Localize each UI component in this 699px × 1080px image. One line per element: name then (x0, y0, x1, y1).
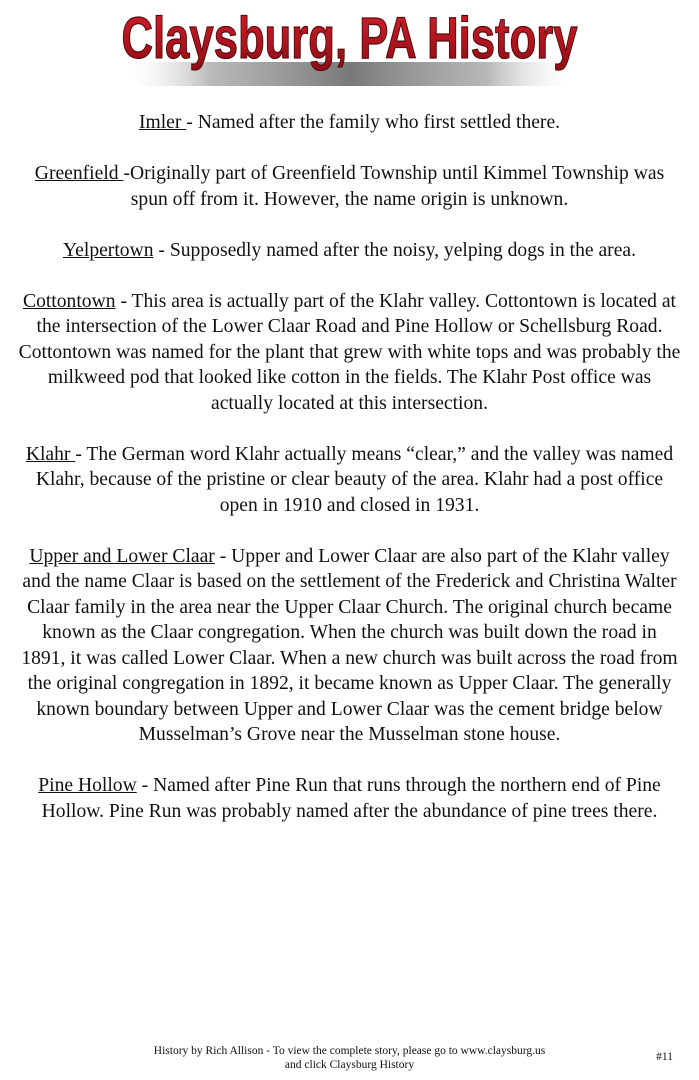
history-entry (18, 544, 681, 748)
history-entry (18, 442, 681, 519)
entry-description: - This area is actually part of the Klahr valley. Cottontown is located at the intersection of the Lower Claar Road and Pine Hollow or Schellsburg Road. Cottontown was named for the plant that grew with white tops and was probably the milkweed pod that looked like cotton in the fields. The Klahr Post office was actually located at this intersection. (18, 290, 681, 414)
entry-description: - Supposedly named after the noisy, yelping dogs in the area. (153, 239, 636, 261)
title-banner (0, 0, 699, 95)
entry-description: -Originally part of Greenfield Township until Kimmel Township was spun off from it. However, the name origin is unknown. (123, 163, 665, 210)
entry-term: Klahr (25, 443, 76, 465)
footer-credit-line: History by Rich Allison - To view the complete story, please go to www.claysburg.us (153, 1045, 546, 1057)
history-entry (18, 773, 681, 824)
footer (0, 1044, 699, 1072)
entries-list (18, 110, 681, 850)
page-number: #11 (656, 1051, 673, 1063)
entry-term: Imler (138, 112, 187, 133)
page-header (0, 0, 699, 95)
entry-description: - Named after Pine Run that runs through the northern end of Pine Hollow. Pine Run was probably named after the abundance of pine trees there. (41, 775, 661, 822)
entry-term: Upper and Lower Claar (29, 545, 215, 567)
entry-term: Cottontown (23, 290, 116, 312)
history-entry (18, 238, 681, 264)
footer-instruction-line: and click Claysburg History (284, 1059, 415, 1071)
history-entry (18, 289, 681, 417)
entry-description: - Upper and Lower Claar are also part of the Klahr valley and the name Claar is based on the settlement of the Frederick and Christina Walter Claar family in the area near the Upper Claar Church. The original church became known as the Claar congregation. When the church was built down the road in 1891, it was called Lower Claar. When a new church was built across the road from the original congregation in 1892, it became known as Upper Claar. The generally known boundary between Upper and Lower Claar was the cement bridge below Musselman’s Grove near the Musselman stone house. (21, 545, 678, 745)
entry-description: - The German word Klahr actually means “clear,” and the valley was named Klahr, because of the pristine or clear beauty of the area. Klahr had a post office open in 1910 and closed in 1931. (35, 443, 674, 516)
entry-term: Yelpertown (62, 239, 154, 261)
entry-description: - Named after the family who first settled there. (186, 112, 561, 133)
history-entry (18, 161, 681, 212)
history-entry (18, 110, 681, 136)
entry-term: Pine Hollow (38, 775, 137, 796)
entry-term: Greenfield (34, 163, 124, 184)
page-title: Claysburg, PA History (121, 6, 578, 71)
